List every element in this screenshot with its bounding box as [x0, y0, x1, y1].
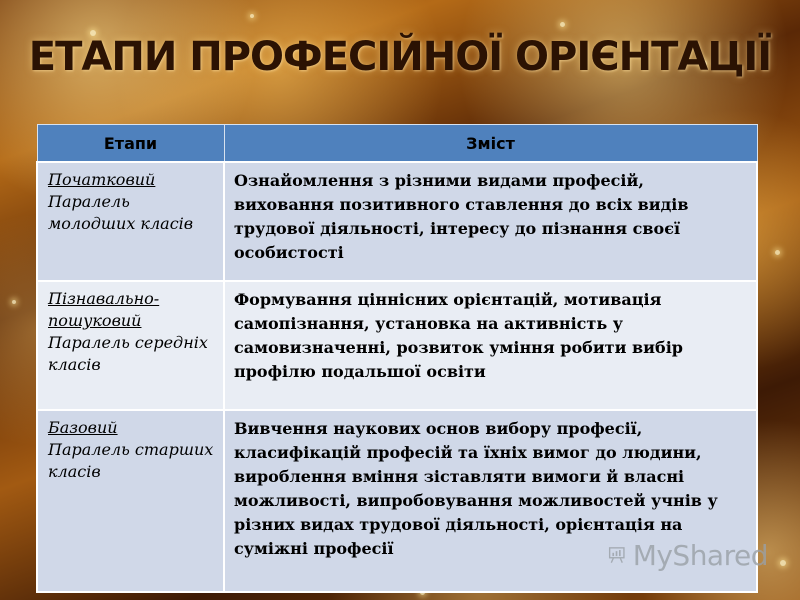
watermark-text: MyShared	[632, 538, 768, 572]
content-cell: Вивчення наукових основ вибору професії, класифікацій професій та їхніх вимог до людини, вироблення вміння зіставляти вимоги й власні можливості, випробовування можливостей учнів у різних видах трудової діяльності, орієнтація на суміжні професії	[224, 410, 757, 592]
background-sparkle	[12, 300, 16, 304]
background-sparkle	[250, 14, 254, 18]
content-cell: Ознайомлення з різними видами професій, виховання позитивного ставлення до всіх видів трудової діяльності, інтересу до пізнання своєї особистості	[224, 162, 757, 281]
table-header-row	[37, 125, 757, 163]
column-header-stages: Етапи	[37, 125, 224, 163]
stage-description: Паралель середніх класів	[48, 333, 208, 374]
slide-title: ЕТАПИ ПРОФЕСІЙНОЇ ОРІЄНТАЦІЇ	[28, 34, 772, 80]
stage-description: Паралель старших класів	[48, 440, 214, 481]
stage-name: Пізнавально-пошуковий	[48, 289, 160, 330]
table-row	[37, 162, 757, 281]
presentation-board-icon	[608, 539, 627, 571]
background-sparkle	[780, 560, 786, 566]
stage-name: Базовий	[48, 418, 118, 437]
stage-cell	[37, 162, 224, 281]
background-sparkle	[560, 22, 565, 27]
stages-table	[36, 124, 758, 593]
content-cell: Формування ціннісних орієнтацій, мотивація самопізнання, установка на активність у самовизначенні, розвиток уміння робити вибір профілю подальшої освіти	[224, 281, 757, 410]
stage-name: Початковий	[48, 170, 156, 189]
stage-cell	[37, 410, 224, 592]
stage-description: Паралель молодших класів	[48, 192, 194, 233]
watermark-logo	[608, 537, 768, 573]
background-sparkle	[775, 250, 780, 255]
stage-cell	[37, 281, 224, 410]
table-row	[37, 281, 757, 410]
column-header-content: Зміст	[224, 125, 757, 163]
